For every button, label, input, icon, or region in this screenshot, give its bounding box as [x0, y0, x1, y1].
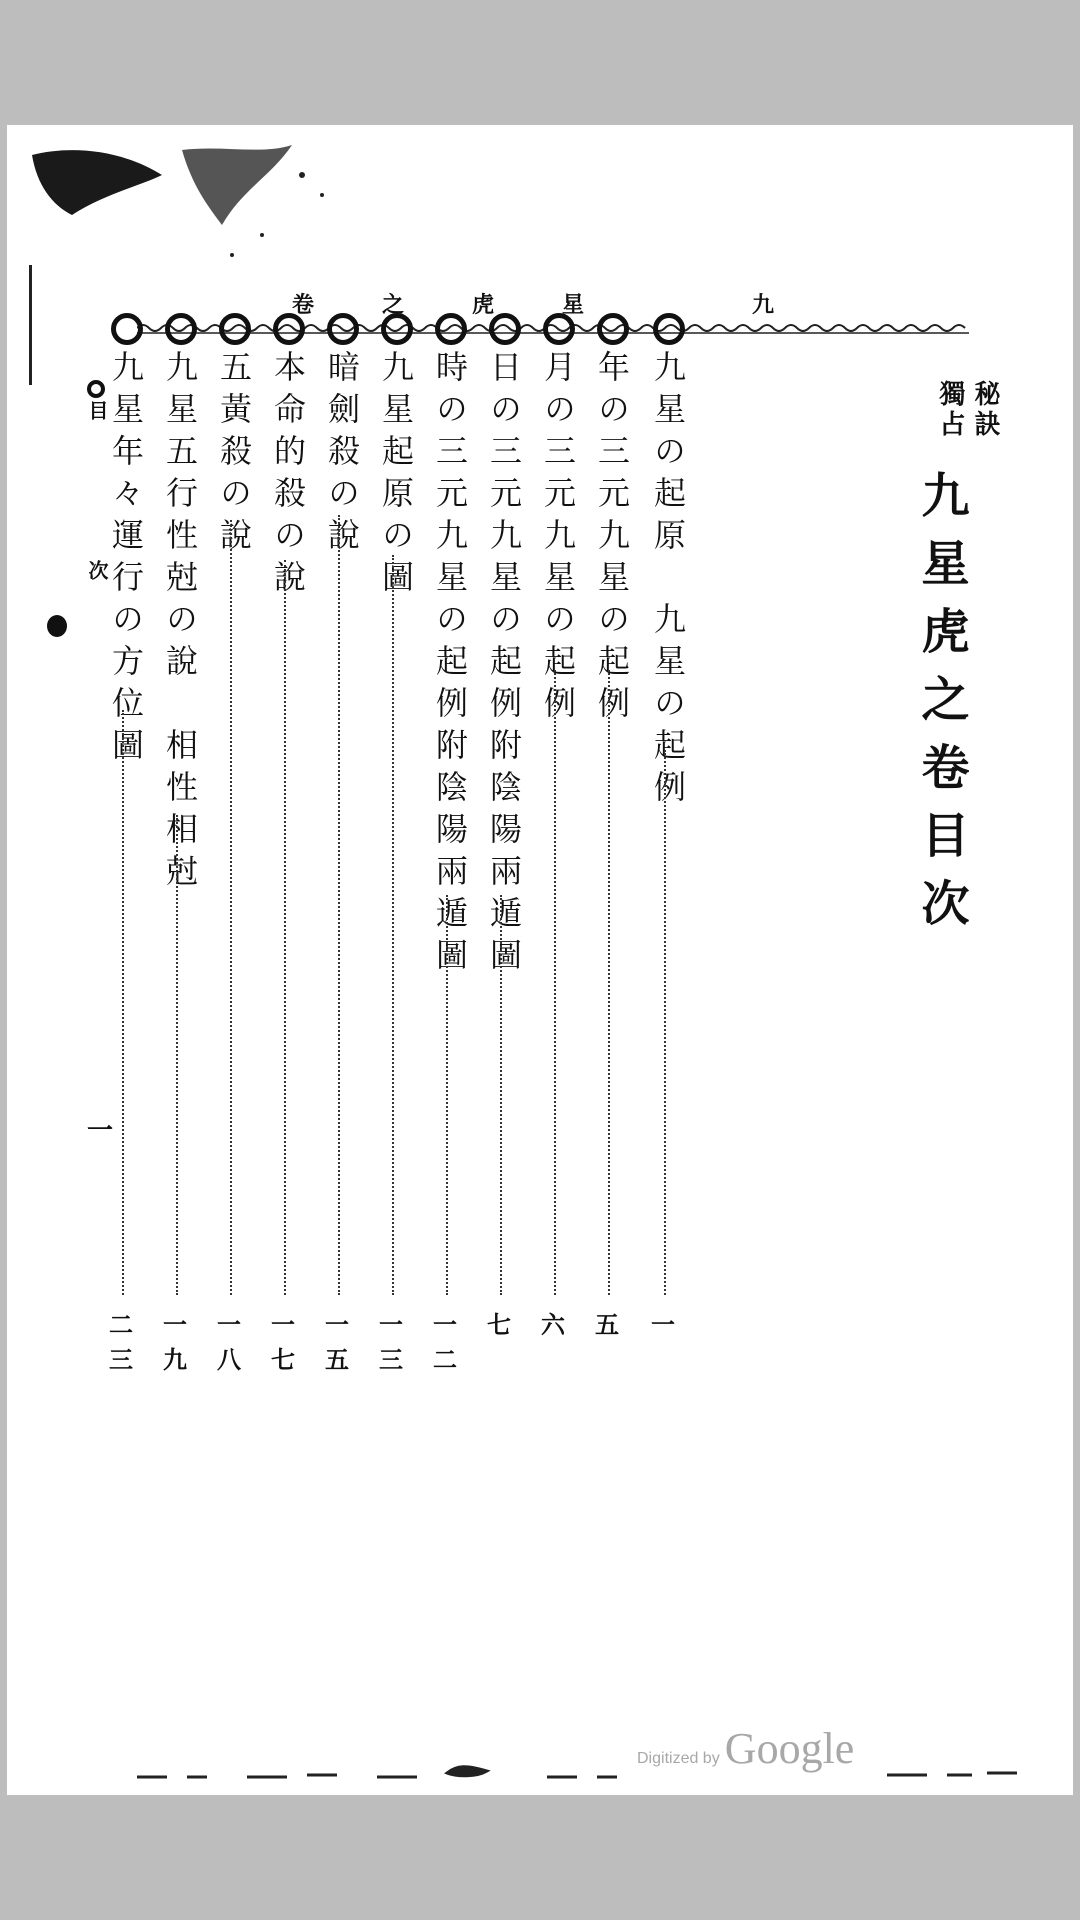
google-logo: Google	[724, 1724, 855, 1773]
bottom-scan-specks	[127, 1753, 1067, 1783]
digitized-by-text: Digitized by	[637, 1750, 720, 1767]
entry-page: 七	[487, 1310, 511, 1339]
bullet-circle-icon	[489, 313, 521, 345]
entry-text: 九星五行性尅の說 相性相尅	[161, 350, 199, 896]
margin-circle-icon	[87, 380, 105, 398]
entry-text: 五黃殺の說	[215, 350, 253, 560]
entry-text: 年の三元九星の起例	[593, 350, 631, 728]
entry-page: 一三	[379, 1310, 403, 1374]
kicker-bottom: 獨占	[935, 380, 965, 440]
header-char: 九	[752, 292, 775, 318]
entry-page: 一五	[325, 1310, 349, 1374]
dotted-leader	[230, 520, 232, 1295]
header-char: 虎	[472, 292, 495, 318]
dotted-leader	[284, 560, 286, 1295]
ink-stain-decoration	[32, 145, 412, 265]
entry-text: 月の三元九星の起例	[539, 350, 577, 728]
entry-page: 一二	[433, 1310, 457, 1374]
dotted-leader	[176, 815, 178, 1295]
dotted-leader	[446, 895, 448, 1295]
entry-text: 九星起原の圖	[377, 350, 415, 602]
entry-text: 九星の起原 九星の起例	[649, 350, 687, 812]
entry-text: 日の三元九星の起例附陰陽兩遁圖	[485, 350, 523, 980]
page-title: 九星虎之卷目次	[913, 470, 969, 946]
kicker-top: 秘訣	[970, 380, 1000, 440]
bullet-circle-icon	[327, 313, 359, 345]
header-char: 之	[382, 292, 405, 318]
ink-blot	[47, 615, 67, 637]
side-label: 目 次	[85, 400, 109, 640]
header-char: 星	[562, 292, 585, 318]
entry-page: 一九	[163, 1310, 187, 1374]
header-char: 卷	[292, 292, 315, 318]
bullet-circle-icon	[273, 313, 305, 345]
entry-text: 本命的殺の說	[269, 350, 307, 602]
entry-text: 九星年々運行の方位圖	[107, 350, 145, 770]
entry-page: 五	[595, 1310, 619, 1339]
entry-text: 時の三元九星の起例附陰陽兩遁圖	[431, 350, 469, 980]
bullet-circle-icon	[381, 313, 413, 345]
dotted-leader	[338, 515, 340, 1295]
bullet-circle-icon	[111, 313, 143, 345]
bullet-circle-icon	[543, 313, 575, 345]
dotted-leader	[122, 710, 124, 1295]
folio-number: 一	[87, 1116, 114, 1146]
bullet-circle-icon	[165, 313, 197, 345]
dotted-leader	[500, 895, 502, 1295]
bullet-circle-icon	[597, 313, 629, 345]
book-page	[7, 125, 1073, 1795]
dotted-leader	[554, 670, 556, 1295]
bullet-circle-icon	[653, 313, 685, 345]
bullet-circle-icon	[219, 313, 251, 345]
dotted-leader	[608, 670, 610, 1295]
entry-text: 暗劍殺の說	[323, 350, 361, 560]
entry-page: 二三	[109, 1310, 133, 1374]
entry-page: 六	[541, 1310, 565, 1339]
bullet-circle-icon	[435, 313, 467, 345]
entry-page: 一七	[271, 1310, 295, 1374]
dotted-leader	[664, 750, 666, 1295]
dotted-leader	[392, 555, 394, 1295]
entry-page: 一	[651, 1310, 675, 1339]
entry-page: 一八	[217, 1310, 241, 1374]
binding-edge	[29, 265, 32, 385]
